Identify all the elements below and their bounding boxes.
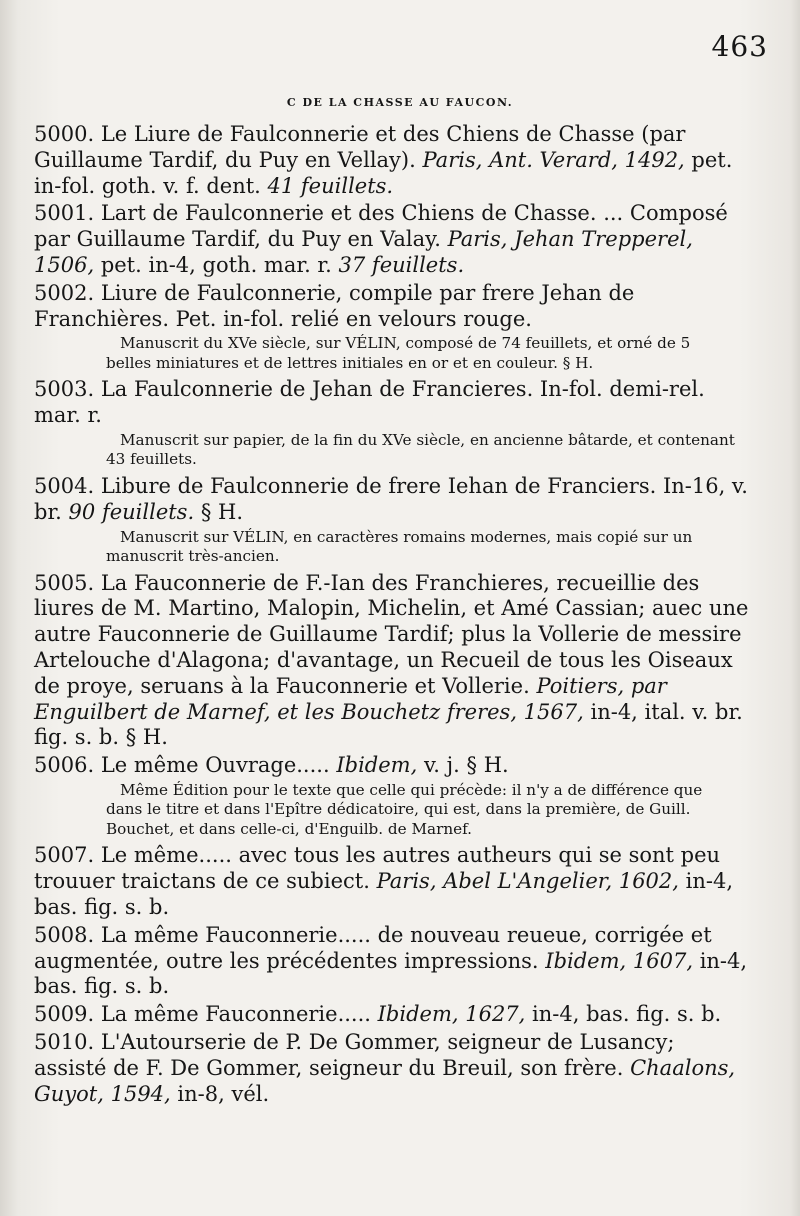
entry-number: 5005. [34,570,95,595]
entry-imprint: Chaalons, Guyot, 1594, [34,1055,736,1106]
entry-5005 [34,571,750,752]
entry-imprint: Ibidem, 1607, [545,948,693,973]
entry-5007 [34,843,750,920]
entry-number: 5003. [34,377,95,402]
entry-details: in-4, bas. fig. s. b. [34,869,734,920]
entry-imprint: Ibidem, [336,753,418,778]
entry-title: Le même..... avec tous les autres autheurs qui se sont peu trouuer traictans de ce subiect. [34,843,721,894]
entry-5000 [34,122,750,199]
entry-number: 5004. [34,473,95,498]
running-head: C DE LA CHASSE AU FAUCON. [286,96,514,109]
entry-title: Le même Ouvrage..... [100,753,330,778]
entry-5004 [34,474,750,567]
entry-imprint: Paris, Jehan Trepperel, 1506, [34,227,693,277]
entry-details: pet. in-fol. goth. v. f. dent. [34,147,733,198]
entry-imprint: Poitiers, par Enguilbert de Marnef, et les Bouchetz freres, 1567, [34,673,667,724]
entry-details: v. j. § H. [423,753,509,778]
entry-number: 5008. [34,922,95,947]
entry-title: La même Fauconnerie..... de nouveau reueue, corrigée et augmentée, outre les précédentes impressions. [34,922,712,973]
entry-extent: 90 feuillets. [68,499,195,524]
entry-5010 [34,1030,750,1107]
entry-title: La Fauconnerie de F.-Ian des Franchieres, recueillie des liures de M. Martino, Malopin, Michelin, et Amé Cassian; auec une autre Fauconnerie de Guillaume Tardif; plus la Vollerie de messire Artelouche d'Alagona; d'avantage, un Recueil de tous les Oiseaux de proye, seruans à la Fauconnerie et Vollerie. [34,570,749,698]
entry-imprint: Ibidem, 1627, [377,1002,526,1027]
entry-title: Le Liure de Faulconnerie et des Chiens de Chasse (par Guillaume Tardif, du Puy en Vellay). [34,122,686,172]
entry-title: Liure de Faulconnerie, compile par frere Jehan de Franchières. Pet. in-fol. relié en velours rouge. [34,280,635,331]
entry-number: 5006. [34,753,95,778]
entry-extent: 37 feuillets. [338,252,465,277]
entry-number: 5000. [34,122,95,146]
entry-details: in-4, ital. v. br. fig. s. b. § H. [34,699,743,750]
entry-title: L'Autourserie de P. De Gommer, seigneur de Lusancy; assisté de F. De Gommer, seigneur du Breuil, son frère. [34,1030,675,1080]
entry-number: 5009. [34,1002,95,1027]
entry-details: in-4, bas. fig. s. b. [34,948,748,999]
entry-imprint: Paris, Ant. Verard, 1492, [422,147,685,172]
entry-details: pet. in-4, goth. mar. r. [100,252,332,277]
entry-number: 5001. [34,201,95,226]
entry-note: Même Édition pour le texte que celle qui précède: il n'y a de différence que dans le titre et dans l'Epître dédicatoire, qui est, dans la première, de Guill. Bouchet, et dans celle-ci, d'Enguilb. de Marnef. [106,780,703,838]
entry-number: 5007. [34,843,95,868]
entry-title: Lart de Faulconnerie et des Chiens de Chasse. ... Composé par Guillaume Tardif, du Puy en Valay. [34,201,728,252]
entry-5001 [34,201,750,278]
entry-5002 [34,281,750,374]
entry-title: La Faulconnerie de Jehan de Francieres. In-fol. demi-rel. mar. r. [34,377,705,428]
entry-note: Manuscrit sur papier, de la fin du XVe siècle, en ancienne bâtarde, et contenant 43 feuillets. [106,430,735,469]
entry-5009 [34,1002,750,1028]
entry-imprint: Paris, Abel L'Angelier, 1602, [376,869,679,894]
entry-tail: § H. [200,499,243,524]
entry-number: 5010. [34,1030,95,1055]
entry-5006 [34,753,750,839]
entry-note: Manuscrit sur VÉLIN, en caractères romains modernes, mais copié sur un manuscrit très-ancien. [106,527,693,566]
entry-details: in-4, bas. fig. s. b. [532,1002,722,1027]
entry-details: in-8, vél. [177,1081,270,1106]
entry-extent: 41 feuillets. [267,173,394,198]
entry-title: Libure de Faulconnerie de frere Iehan de Franciers. In-16, v. br. [34,473,748,524]
page-number: 463 [711,30,768,63]
entry-list [34,122,750,1109]
entry-note: Manuscrit du XVe siècle, sur VÉLIN, composé de 74 feuillets, et orné de 5 belles miniatures et de lettres initiales en or et en couleur. § H. [106,334,691,372]
entry-number: 5002. [34,280,95,305]
entry-5008 [34,923,750,1000]
entry-5003 [34,377,750,470]
entry-title: La même Fauconnerie..... [100,1002,371,1027]
